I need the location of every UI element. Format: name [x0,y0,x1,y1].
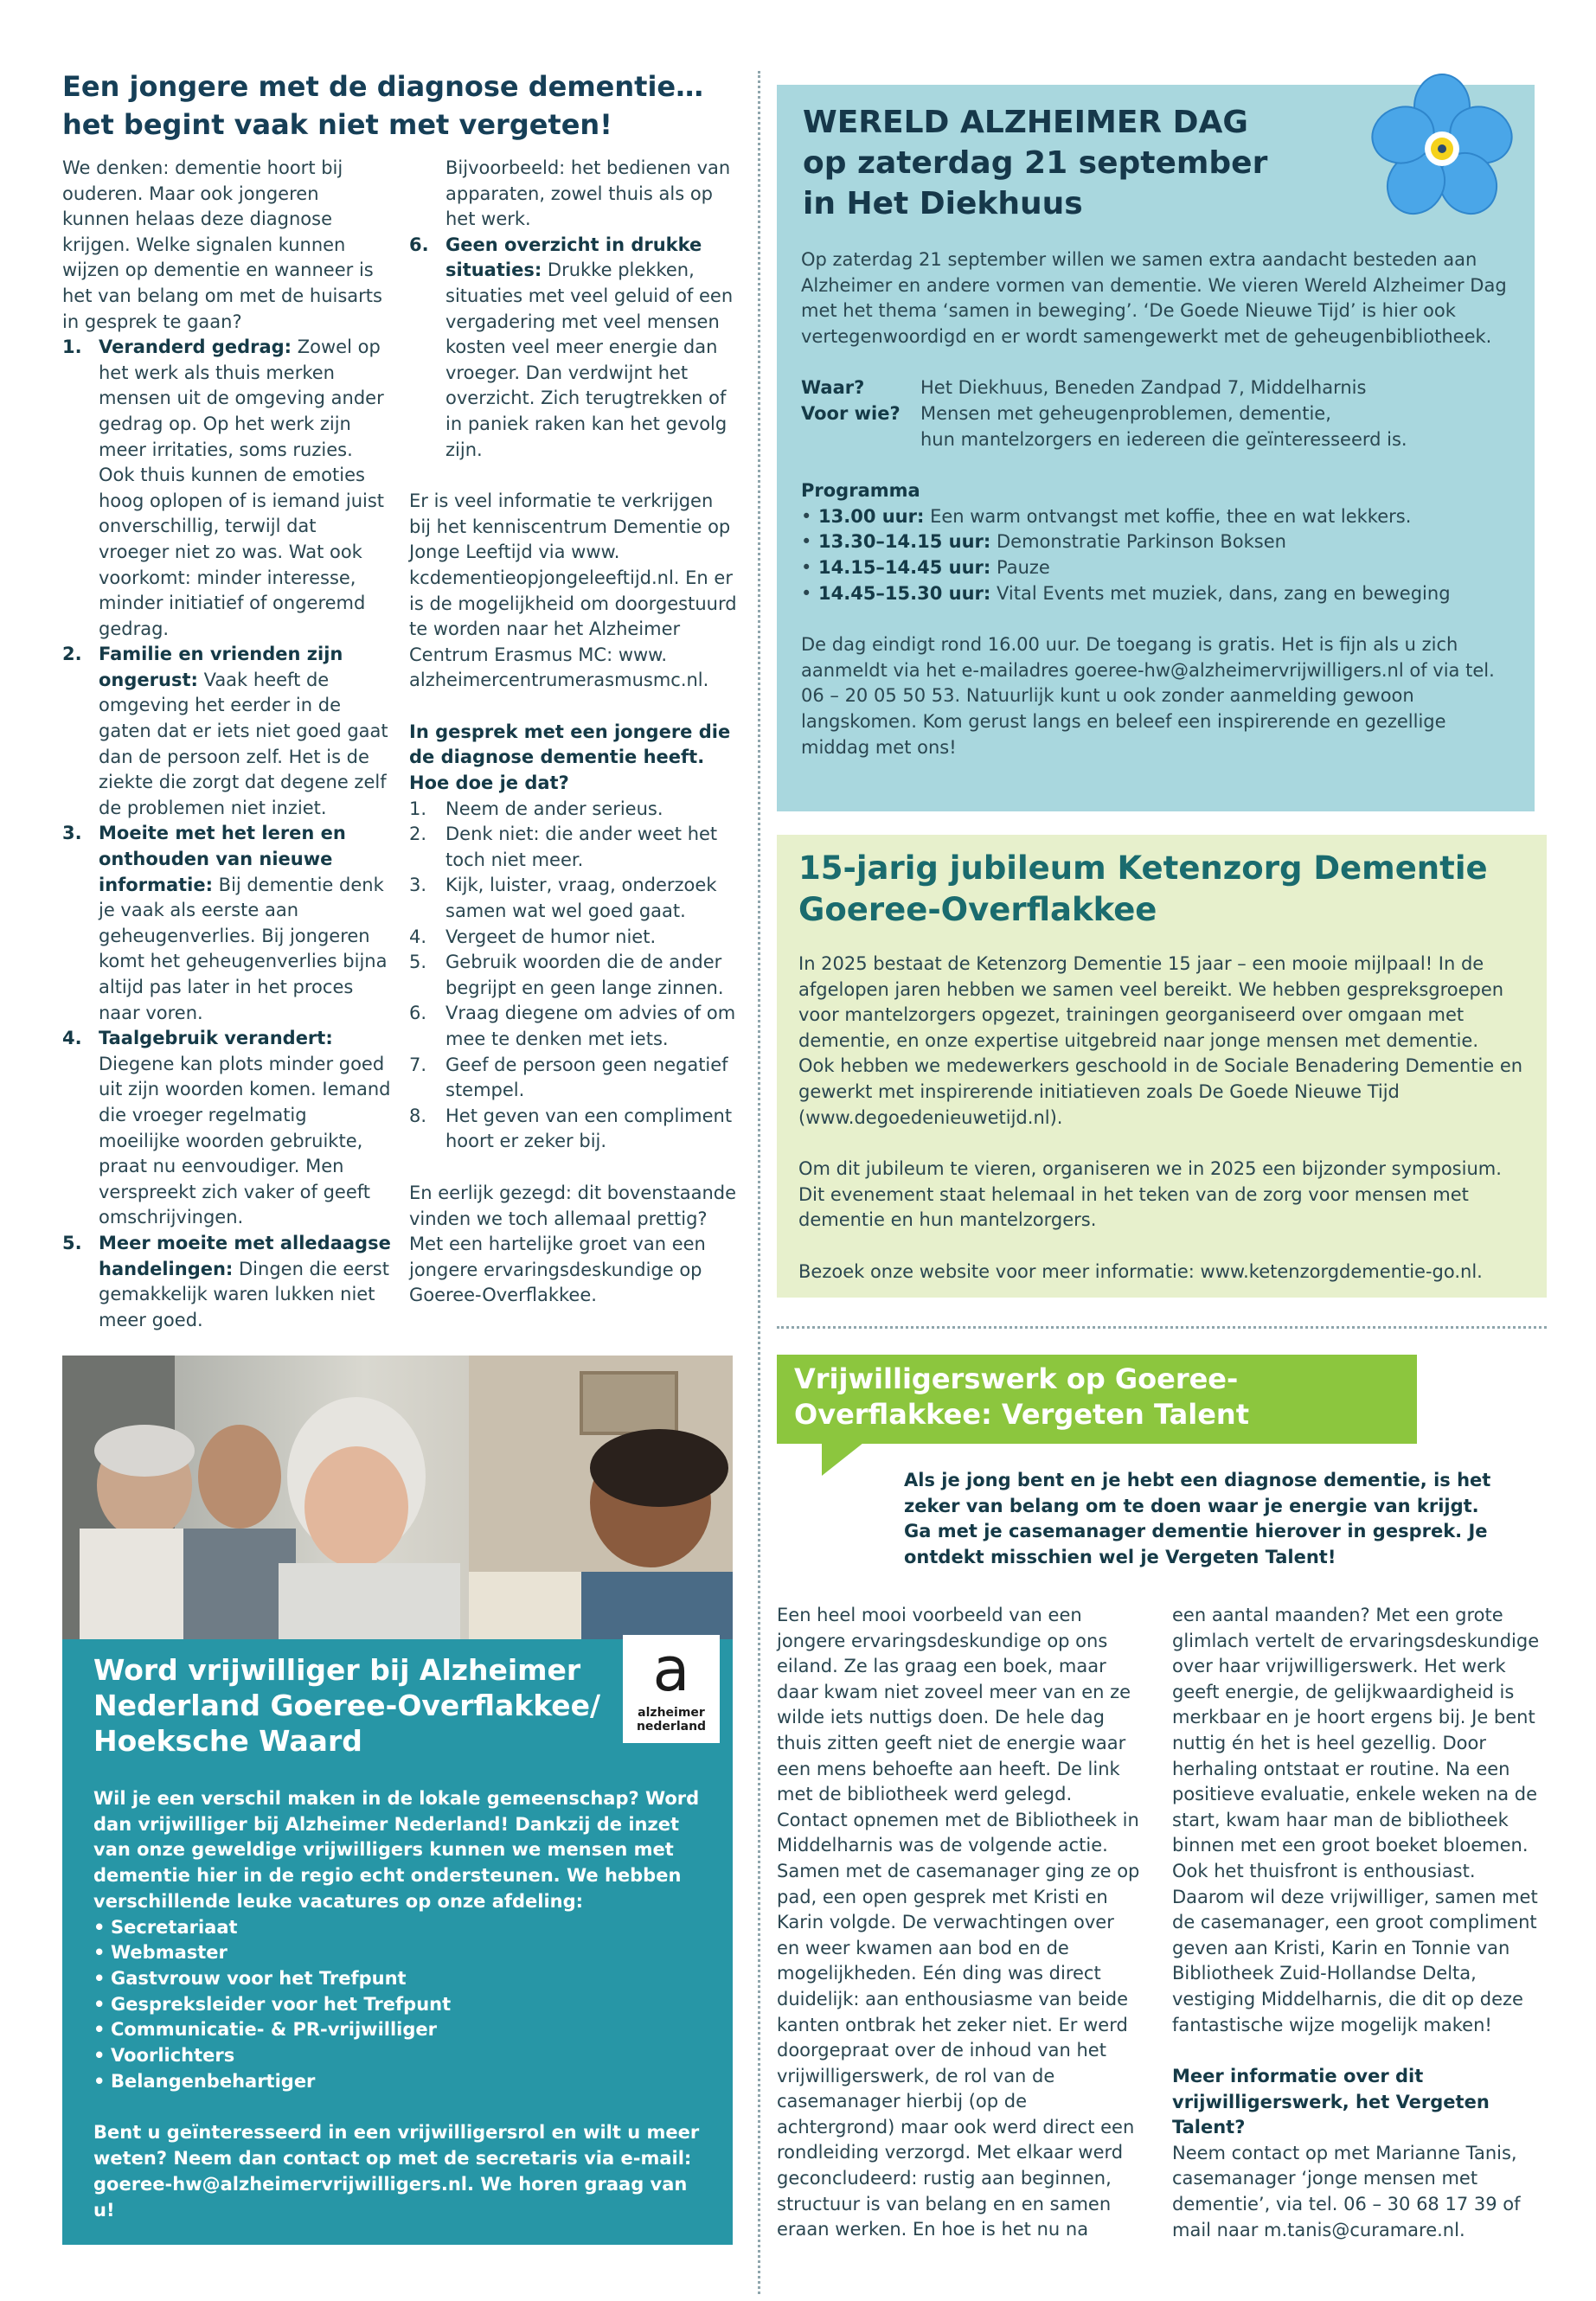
tip-text: Kijk, luister, vraag, onderzoek samen wat wel goed gaat. [445,875,717,922]
more-info-text: Neem contact op met Marianne Tanis, casemanager ‘jonge mensen met dementie’, via tel. 06 – 30 68 17 39 of mail naar m.tanis@curamare.nl. [1172,2142,1521,2240]
tip-item [409,822,738,873]
logo-letter: a [652,1634,690,1705]
signal-heading: Taalgebruik verandert: [99,1028,333,1049]
jubileum-paragraph-4: Bezoek onze website voor meer informatie: www.ketenzorgdementie-go.nl. [798,1260,1483,1282]
jubileum-title-line-2: Goeree-Overflakkee [798,891,1157,928]
signal-number: 2. [62,644,82,665]
program-item [801,529,1519,555]
tip-item [409,797,738,823]
logo-text [623,1706,720,1734]
program-time: 13.00 uur: [818,505,925,527]
article-title-line-1: Een jongere met de diagnose dementie… [62,70,704,103]
tip-text: Het geven van een compliment hoort er zeker bij. [445,1105,733,1152]
logo-text-line-1: alzheimer [638,1706,705,1720]
program-item [801,504,1519,530]
tip-number: 2. [409,824,427,845]
tip-number: 3. [409,875,427,896]
signal-number: 5. [62,1232,82,1253]
program-heading: Programma [801,480,920,502]
vergeten-talent-title-line-1: Vrijwilligerswerk op Goeree- [794,1362,1239,1395]
vacancy-list [93,1915,712,2095]
tip-number: 4. [409,926,427,947]
volunteer-title-line-3: Hoeksche Waard [93,1724,362,1758]
vacancy-item: • Webmaster [93,1940,712,1966]
alzheimer-day-title [803,102,1339,224]
volunteer-title-line-2: Nederland Goeree-Overflakkee/ [93,1689,601,1722]
tip-item [409,1104,738,1155]
volunteer-title-line-1: Word vrijwilliger bij Alzheimer [93,1653,581,1687]
jubileum-paragraph-2: Ook hebben we medewerkers geschoold in de Sociale Benadering Dementie en gewerkt met inspirerende initiatieven zoals De Goede Nieuwe Tijd (www.degoedenieuwetijd.nl). [798,1055,1523,1128]
article-title-line-2: het begint vaak niet met vergeten! [62,108,612,141]
article-title [62,67,720,144]
tip-number: 8. [409,1105,427,1126]
event-where-row [801,375,1519,401]
signal-heading: Veranderd gedrag: [99,336,292,358]
tip-item [409,925,738,951]
where-label: Waar? [801,377,865,399]
program-desc: Vital Events met muziek, dans, zang en beweging [990,582,1451,604]
volunteer-closing: Bent u geïnteresseerd in een vrijwilligersrol en wilt u meer weten? Neem dan contact op met de secretaris via e-mail: goeree-hw@alzheimervrijwilligers.nl. We horen graag van u! [93,2122,700,2221]
tip-item [409,873,738,924]
jubileum-paragraph-1: In 2025 bestaat de Ketenzorg Dementie 15 jaar – een mooie mijlpaal! In de afgelopen jaren hebben we samen veel bereikt. We hebben gespreksgroepen voor mantelzorgers opgezet, trainingen georganiseerd over omgaan met dementie, en onze expertise uitgebreid naar jonge mensen met dementie. [798,953,1504,1051]
signal-heading: Familie en vrienden zijn ongerust: [99,644,343,690]
vacancy-item: • Communicatie- & PR-vrijwilliger [93,2017,712,2043]
article-column-2 [409,156,738,1309]
signal-number: 1. [62,336,82,358]
signal-heading: Moeite met het leren en onthouden van nieuwe informatie: [99,823,346,895]
signal-heading: Geen overzicht in drukke situaties: [445,234,702,281]
signal-text: Dingen die eerst gemakkelijk waren lukken niet meer goed. [99,1258,389,1330]
who-value-line-2: hun mantelzorgers en iedereen die geïnteresseerd is. [920,428,1407,450]
alzheimer-day-title-line-3: in Het Diekhuus [803,186,1083,221]
signal-number: 3. [62,823,82,844]
program-desc: Pauze [990,556,1050,578]
signal-heading: Meer moeite met alledaagse handelingen: [99,1232,391,1279]
program-item [801,555,1519,581]
signal-text: Bij dementie denk je vaak als eerste aan geheugenverlies. Bij jongeren komt het geheugenverlies bijna altijd pas later in het proces naar voren. [99,874,388,1023]
alzheimer-day-closing: De dag eindigt rond 16.00 uur. De toegang is gratis. Het is fijn als u zich aanmeldt via het e-mailadres goeree-hw@alzheimervrijwilligers.nl of via tel. 06 – 20 05 50 53. Natuurlijk kunt u ook zonder aanmelding gewoon langskomen. Kom gerust langs en beleef een inspirerende en gezellige middag met ons! [801,634,1495,758]
who-value [920,401,1407,452]
signals-list-cont [409,233,738,463]
speech-bubble-tail [822,1443,863,1476]
program-time: 14.15–14.45 uur: [818,556,991,578]
signal-number: 4. [62,1028,82,1049]
alzheimer-day-title-line-2: op zaterdag 21 september [803,145,1268,181]
program-desc: Een warm ontvangst met koffie, thee en wat lekkers. [924,505,1412,527]
alzheimer-day-body [801,247,1519,760]
volunteer-title [93,1652,621,1759]
signal-text: Vaak heeft de omgeving het eerder in de gaten dat er iets niet goed gaat dan de persoon zelf. Het is de ziekte die zorgt dat degene zelf de problemen niet inziet. [99,669,388,818]
tip-number: 7. [409,1054,427,1075]
signal-continued: Bijvoorbeeld: het bedienen van apparaten, zowel thuis als op het werk. [445,157,731,230]
vergeten-talent-column-1: Een heel mooi voorbeeld van een jongere ervaringsdeskundige op ons eiland. Ze las graag een boek, maar daar kwam niet zoveel meer van en ze wilde iets nuttigs doen. De hele dag thuis zitten geeft niet de energie waar een mens behoefte aan heeft. De link met de bibliotheek werd gelegd. Contact opnemen met de Bibliotheek in Middelharnis was de volgende actie. Samen met de casemanager ging ze op pad, een open gesprek met Kristi en Karin volgde. De verwachtingen over en weer kwamen aan bod en de mogelijkheden. Eén ding was direct duidelijk: aan enthousiasme van beide kanten ontbrak het zeker niet. Er werd doorgepraat over de inhoud van het vrijwilligerswerk, de rol van de casemanager hierbij (op de achtergrond) maar ook werd direct een rondleiding verzorgd. Met elkaar werd geconcludeerd: rustig aan beginnen, structuur is van belang en en samen eraan werken. En hoe is het nu na [777,1605,1140,2240]
article-intro: We denken: dementie hoort bij ouderen. Maar ook jongeren kunnen helaas deze diagnose krijgen. Welke signalen kunnen wijzen op dementie en wanneer is het van belang om met de huisarts in gesprek te gaan? [62,157,382,332]
tip-number: 6. [409,1003,427,1024]
signal-text: Zowel op het werk als thuis merken mensen uit de omgeving ander gedrag op. Op het werk zijn meer irritaties, soms ruzies. Ook thuis kunnen de emoties hoog oplopen of is iemand juist onverschillig, terwijl dat vroeger niet zo was. Wat ook voorkomt: minder interesse, minder initiatief of ongeremd gedrag. [99,336,385,639]
event-who-row [801,401,1519,452]
tip-item [409,1001,738,1052]
program-item [801,581,1519,607]
jubileum-paragraph-3: Om dit jubileum te vieren, organiseren we in 2025 een bijzonder symposium. Dit evenement staat helemaal in het teken van de zorg voor mensen met dementie en hun mantelzorgers. [798,1158,1502,1231]
signal-number: 6. [409,234,429,255]
vergeten-talent-story: een aantal maanden? Met een grote glimlach vertelt de ervaringsdeskundige over haar vrijwilligerswerk. Het werk geeft energie, de gelijkwaardigheid is merkbaar en je hoort ergens bij. Je bent nuttig én het is heel gezellig. Door herhaling ontstaat er routine. Na een positieve evaluatie, enkele weken na de start, kwam haar man de bibliotheek binnen met een groot boeket bloemen. Ook het thuisfront is enthousiast. Daarom wil deze vrijwilliger, samen met de casemanager, een groot compliment geven aan Kristi, Karin en Tonnie van Bibliotheek Zuid-Hollandse Delta, vestiging Middelharnis, die dit op deze fantastische wijze mogelijk maken! [1172,1605,1540,2035]
tip-item [409,1053,738,1104]
signal-text: Diegene kan plots minder goed uit zijn woorden komen. Iemand die vroeger regelmatig moeilijke woorden gebruikte, praat nu eenvoudiger. Men verspreekt zich vaker of geeft omschrijvingen. [99,1053,391,1228]
vergeten-talent-intro: Als je jong bent en je hebt een diagnose dementie, is het zeker van belang om te doen waar je energie van krijgt. Ga met je casemanager dementie hierover in gesprek. Je ontdekt misschien wel je Vergeten Talent! [904,1470,1491,1567]
event-details [801,375,1519,452]
tips-list [409,797,738,1155]
signal-text: Drukke plekken, situaties met veel geluid of een vergadering met veel mensen kosten veel meer energie dan vroeger. Dan verdwijnt het overzicht. Zich terugtrekken of in paniek raken kan het gevolg zijn. [445,260,734,460]
signal-item [409,233,738,463]
program-desc: Demonstratie Parkinson Boksen [990,531,1286,553]
jubileum-title-line-1: 15-jarig jubileum Ketenzorg Dementie [798,849,1488,887]
vergeten-talent-column-2 [1172,1603,1544,2243]
vacancy-item: • Belangenbehartiger [93,2069,712,2095]
volunteer-intro: Wil je een verschil maken in de lokale gemeenschap? Word dan vrijwilliger bij Alzheimer Nederland! Dankzij de inzet van onze geweldige vrijwilligers kunnen we mensen met dementie hier in de regio echt ondersteunen. We hebben verschillende leuke vacatures op onze afdeling: [93,1788,700,1912]
signal-item [62,821,391,1026]
forget-me-not-flower-icon [1368,73,1516,220]
program-time: 14.45–15.30 uur: [818,582,991,604]
alzheimer-nederland-logo [623,1635,720,1743]
signal-item [62,1026,391,1231]
more-info-heading: Meer informatie over dit vrijwilligerswerk, het Vergeten Talent? [1172,2066,1490,2138]
signal-item [62,335,391,642]
alzheimer-day-intro: Op zaterdag 21 september willen we samen extra aandacht besteden aan Alzheimer en andere vormen van dementie. We vieren Wereld Alzheimer Dag met het thema ‘samen in beweging’. ‘De Goede Nieuwe Tijd’ is hier ook vertegenwoordigd en er wordt samengewerkt met de geheugenbibliotheek. [801,249,1507,347]
tip-text: Vraag diegene om advies of om mee te denken met iets. [445,1003,736,1049]
signal-item [62,642,391,821]
signals-list [62,335,391,1333]
volunteer-body [93,1786,712,2223]
vacancy-item: • Secretariaat [93,1915,712,1941]
vergeten-talent-title [794,1362,1400,1433]
tip-number: 5. [409,952,427,973]
closing-paragraph: En eerlijk gezegd: dit bovenstaande vinden we toch allemaal prettig? Met een hartelijke groet van een jongere ervaringsdeskundige op Goeree-Overflakkee. [409,1182,737,1306]
column-divider [758,71,760,2294]
tip-item [409,950,738,1001]
vacancy-item: • Gastvrouw voor het Trefpunt [93,1966,712,1992]
program-list [801,504,1519,606]
who-value-line-1: Mensen met geheugenproblemen, dementie, [920,402,1331,424]
logo-text-line-2: nederland [636,1720,707,1734]
jubileum-body [798,952,1525,1285]
article-column-1 [62,156,391,1333]
tips-heading: In gesprek met een jongere die de diagnose dementie heeft. Hoe doe je dat? [409,721,731,794]
info-paragraph: Er is veel informatie te verkrijgen bij het kenniscentrum Dementie op Jonge Leeftijd via www. kcdementieopjongeleeftijd.nl. En er is de mogelijkheid om doorgestuurd te worden naar het Alzheimer Centrum Erasmus MC: www. alzheimercentrumerasmusmc.nl. [409,490,737,691]
laughing-seniors-photo [62,1356,733,1680]
alzheimer-day-title-line-1: WERELD ALZHEIMER DAG [803,105,1248,140]
jubileum-title [798,848,1525,931]
vacancy-item: • Gespreksleider voor het Trefpunt [93,1992,712,2018]
where-value: Het Diekhuus, Beneden Zandpad 7, Middelharnis [920,377,1367,399]
tip-text: Denk niet: die ander weet het toch niet meer. [445,824,718,870]
tip-text: Vergeet de humor niet. [445,926,657,947]
program-time: 13.30–14.15 uur: [818,531,991,553]
vacancy-item: • Voorlichters [93,2043,712,2069]
tip-text: Gebruik woorden die de ander begrijpt en geen lange zinnen. [445,952,724,998]
who-label: Voor wie? [801,402,901,424]
signal-item [62,1231,391,1333]
tip-text: Neem de ander serieus. [445,798,663,819]
tip-number: 1. [409,798,427,819]
vergeten-talent-title-line-2: Overflakkee: Vergeten Talent [794,1398,1249,1431]
section-divider [777,1326,1547,1329]
tip-text: Geef de persoon geen negatief stempel. [445,1054,728,1101]
